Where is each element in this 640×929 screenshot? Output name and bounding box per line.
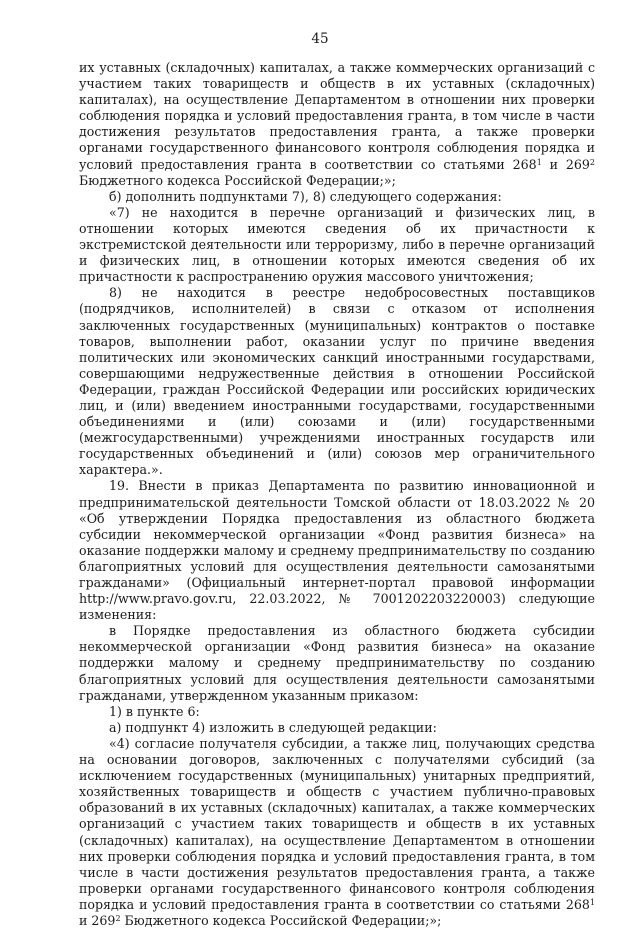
- paragraph-item-19: 19. Внести в приказ Департамента по развитию инновационной и предпринимательской деятельности Томской области от 18.03.2022 № 20 «Об утверждении Порядка предоставления из областного бюджета субсидии некоммерческой организации «Фонд развития бизнеса» на оказание поддержки малому и среднему предпринимательству по созданию благоприятных условий для осуществления деятельности самозанятыми гражданами» (Официальный интернет-портал правовой информации http://www.pravo.gov.ru, 22.03.2022, № 7001202203220003) следующие изменения:: [79, 478, 595, 623]
- paragraph-b-add-subitems: б) дополнить подпунктами 7), 8) следующего содержания:: [109, 188, 502, 204]
- page-number: 45: [311, 31, 329, 47]
- paragraph-point-6: 1) в пункте 6:: [109, 703, 200, 719]
- document-body: [79, 60, 595, 929]
- paragraph-subpoint-4-new-edition: а) подпункт 4) изложить в следующей редакции:: [109, 719, 437, 735]
- paragraph-procedure-intro: в Порядке предоставления из областного бюджета субсидии некоммерческой организации «Фонд развития бизнеса» на оказание поддержки малому и среднему предпринимательству по созданию благоприятных условий для осуществления деятельности самозанятыми гражданами, утвержденном указанным приказом:: [79, 623, 595, 703]
- paragraph-continuation: их уставных (складочных) капиталах, а также коммерческих организаций с участием таких товариществ и обществ в их уставных (складочных) капиталах), на осуществление Департаментом в отношении них проверки соблюдения порядка и условий предоставления гранта, в том числе в части достижения результатов предоставления гранта, а также проверки органами государственного финансового контроля соблюдения порядка и условий предоставления гранта в соответствии со статьями $268^1$ и $269^2$ Бюджетного кодекса Российской Федерации;»;: [79, 60, 595, 188]
- paragraph-subitem-8: 8) не находится в реестре недобросовестных поставщиков (подрядчиков, исполнителей) в связи с отказом от исполнения заключенных государственных (муниципальных) контрактов о поставке товаров, выполнении работ, оказании услуг по причине введения политических или экономических санкций иностранными государствами, совершающими недружественные действия в отношении Российской Федерации, граждан Российской Федерации или российских юридических лиц, и (или) введением иностранными государствами, государственными объединениями и (или) союзами и (или) государственными (межгосударственными) учреждениями иностранных государств или государственных объединений и (или) союзов мер ограничительного характера.».: [79, 285, 595, 478]
- paragraph-subitem-7: «7) не находится в перечне организаций и физических лиц, в отношении которых имеются сведения об их причастности к экстремистской деятельности или терроризму, либо в перечне организаций и физических лиц, в отношении которых имеются сведения об их причастности к распространению оружия массового уничтожения;: [79, 204, 595, 285]
- paragraph-subpoint-4-text: «4) согласие получателя субсидии, а также лиц, получающих средства на основании договоров, заключенных с получателями субсидий (за исключением государственных (муниципальных) унитарных предприятий, хозяйственных товариществ и обществ с участием публично-правовых образований в их уставных (складочных) капиталах, а также коммерческих организаций с участием таких товариществ и обществ в их уставных (складочных) капиталах), на осуществление Департаментом в отношении них проверки соблюдения порядка и условий предоставления гранта, в том числе в части достижения результатов предоставления гранта, а также проверки органами государственного финансового контроля соблюдения порядка и условий предоставления гранта в соответствии со статьями $268^1$ и $269^2$ Бюджетного кодекса Российской Федерации;»;: [79, 735, 595, 928]
